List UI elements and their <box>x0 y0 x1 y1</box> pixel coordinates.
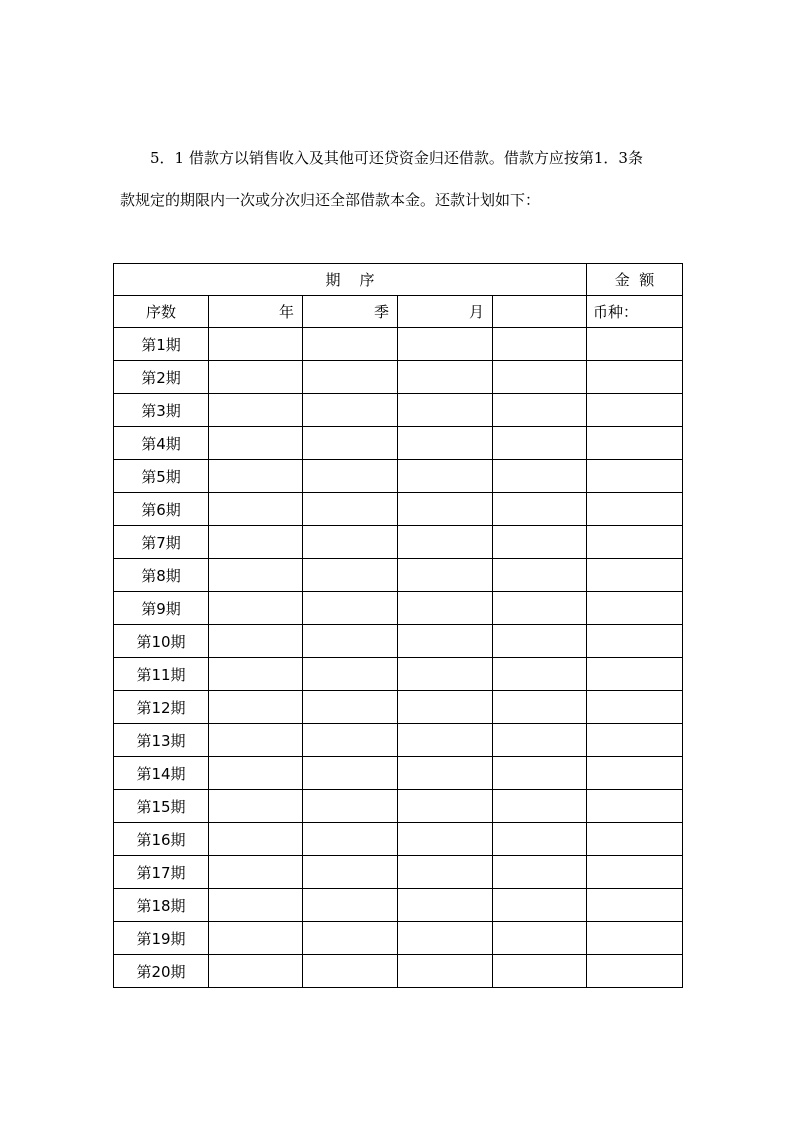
blank-cell <box>493 427 587 460</box>
month-cell <box>398 460 493 493</box>
table-row <box>114 559 683 592</box>
season-cell <box>303 493 398 526</box>
table-row <box>114 460 683 493</box>
month-cell <box>398 592 493 625</box>
period-label: 第12期 <box>114 691 209 724</box>
month-cell <box>398 625 493 658</box>
year-cell <box>209 856 303 889</box>
year-cell <box>209 625 303 658</box>
table-row <box>114 328 683 361</box>
currency-header: 币种： <box>587 296 683 328</box>
period-label: 第18期 <box>114 889 209 922</box>
blank-cell <box>493 559 587 592</box>
period-label: 第8期 <box>114 559 209 592</box>
season-cell <box>303 757 398 790</box>
amount-cell <box>587 328 683 361</box>
amount-cell <box>587 427 683 460</box>
period-label: 第15期 <box>114 790 209 823</box>
year-cell <box>209 955 303 988</box>
year-cell <box>209 724 303 757</box>
season-cell <box>303 856 398 889</box>
table-row <box>114 394 683 427</box>
amount-cell <box>587 658 683 691</box>
month-cell <box>398 328 493 361</box>
year-cell <box>209 823 303 856</box>
blank-cell <box>493 757 587 790</box>
period-label: 第3期 <box>114 394 209 427</box>
table-row <box>114 427 683 460</box>
blank-cell <box>493 394 587 427</box>
period-label: 第16期 <box>114 823 209 856</box>
amount-cell <box>587 361 683 394</box>
period-label: 第11期 <box>114 658 209 691</box>
year-cell <box>209 361 303 394</box>
season-cell <box>303 955 398 988</box>
amount-cell <box>587 823 683 856</box>
table-row <box>114 361 683 394</box>
year-cell <box>209 427 303 460</box>
amount-cell <box>587 526 683 559</box>
period-label: 第4期 <box>114 427 209 460</box>
year-cell <box>209 559 303 592</box>
month-cell <box>398 691 493 724</box>
season-header: 季 <box>303 296 398 328</box>
month-cell <box>398 823 493 856</box>
blank-cell <box>493 889 587 922</box>
month-cell <box>398 526 493 559</box>
amount-cell <box>587 955 683 988</box>
period-label: 第2期 <box>114 361 209 394</box>
blank-header <box>493 296 587 328</box>
season-cell <box>303 823 398 856</box>
year-cell <box>209 592 303 625</box>
year-cell <box>209 691 303 724</box>
month-cell <box>398 790 493 823</box>
season-cell <box>303 889 398 922</box>
paragraph-line-1: 5．1 借款方以销售收入及其他可还贷资金归还借款。借款方应按第1．3条 <box>150 149 643 167</box>
seq-header: 序数 <box>114 296 209 328</box>
amount-cell <box>587 460 683 493</box>
blank-cell <box>493 955 587 988</box>
blank-cell <box>493 658 587 691</box>
season-cell <box>303 592 398 625</box>
month-cell <box>398 658 493 691</box>
table-row <box>114 493 683 526</box>
year-cell <box>209 526 303 559</box>
period-label: 第17期 <box>114 856 209 889</box>
paragraph-line-2: 款规定的期限内一次或分次归还全部借款本金。还款计划如下： <box>120 191 541 209</box>
month-cell <box>398 493 493 526</box>
blank-cell <box>493 592 587 625</box>
repayment-plan-table <box>113 263 683 988</box>
amount-cell <box>587 691 683 724</box>
period-label: 第1期 <box>114 328 209 361</box>
season-cell <box>303 790 398 823</box>
season-cell <box>303 625 398 658</box>
amount-cell <box>587 625 683 658</box>
season-cell <box>303 460 398 493</box>
blank-cell <box>493 493 587 526</box>
period-label: 第7期 <box>114 526 209 559</box>
year-cell <box>209 493 303 526</box>
table-row <box>114 823 683 856</box>
amount-cell <box>587 724 683 757</box>
blank-cell <box>493 823 587 856</box>
month-cell <box>398 724 493 757</box>
amount-cell <box>587 757 683 790</box>
season-cell <box>303 658 398 691</box>
month-cell <box>398 955 493 988</box>
season-cell <box>303 427 398 460</box>
period-label: 第6期 <box>114 493 209 526</box>
amount-cell <box>587 559 683 592</box>
blank-cell <box>493 460 587 493</box>
blank-cell <box>493 922 587 955</box>
blank-cell <box>493 790 587 823</box>
blank-cell <box>493 691 587 724</box>
table-row <box>114 691 683 724</box>
season-cell <box>303 691 398 724</box>
blank-cell <box>493 526 587 559</box>
blank-cell <box>493 328 587 361</box>
table-header-row <box>114 264 683 296</box>
year-cell <box>209 757 303 790</box>
table-subheader-row <box>114 296 683 328</box>
year-cell <box>209 658 303 691</box>
year-cell <box>209 922 303 955</box>
year-cell <box>209 460 303 493</box>
period-header: 期 序 <box>114 264 587 296</box>
month-cell <box>398 427 493 460</box>
season-cell <box>303 394 398 427</box>
table-row <box>114 724 683 757</box>
year-cell <box>209 328 303 361</box>
table-row <box>114 955 683 988</box>
month-header: 月 <box>398 296 493 328</box>
table-row <box>114 592 683 625</box>
period-label: 第14期 <box>114 757 209 790</box>
season-cell <box>303 328 398 361</box>
month-cell <box>398 922 493 955</box>
season-cell <box>303 724 398 757</box>
year-header: 年 <box>209 296 303 328</box>
period-label: 第10期 <box>114 625 209 658</box>
month-cell <box>398 856 493 889</box>
amount-cell <box>587 889 683 922</box>
period-label: 第20期 <box>114 955 209 988</box>
month-cell <box>398 889 493 922</box>
period-label: 第9期 <box>114 592 209 625</box>
amount-cell <box>587 856 683 889</box>
season-cell <box>303 922 398 955</box>
month-cell <box>398 361 493 394</box>
blank-cell <box>493 625 587 658</box>
table-row <box>114 658 683 691</box>
season-cell <box>303 361 398 394</box>
month-cell <box>398 394 493 427</box>
blank-cell <box>493 724 587 757</box>
table-row <box>114 922 683 955</box>
blank-cell <box>493 361 587 394</box>
table-row <box>114 625 683 658</box>
period-label: 第19期 <box>114 922 209 955</box>
year-cell <box>209 790 303 823</box>
year-cell <box>209 889 303 922</box>
table-row <box>114 790 683 823</box>
season-cell <box>303 559 398 592</box>
amount-header: 金 额 <box>587 264 683 296</box>
month-cell <box>398 559 493 592</box>
blank-cell <box>493 856 587 889</box>
month-cell <box>398 757 493 790</box>
amount-cell <box>587 922 683 955</box>
amount-cell <box>587 394 683 427</box>
year-cell <box>209 394 303 427</box>
season-cell <box>303 526 398 559</box>
amount-cell <box>587 592 683 625</box>
period-label: 第5期 <box>114 460 209 493</box>
table-row <box>114 757 683 790</box>
table-row <box>114 856 683 889</box>
amount-cell <box>587 790 683 823</box>
table-row <box>114 526 683 559</box>
amount-cell <box>587 493 683 526</box>
table-row <box>114 889 683 922</box>
period-label: 第13期 <box>114 724 209 757</box>
